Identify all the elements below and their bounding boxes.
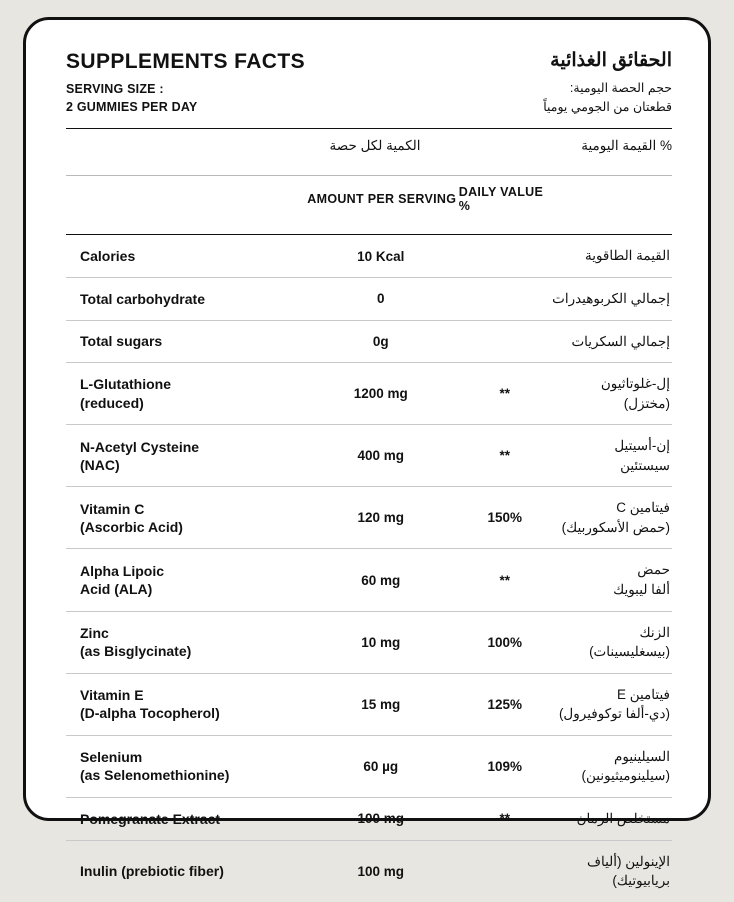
subheader-row-arabic <box>66 129 672 163</box>
nutrient-amount: 60 mg <box>304 549 458 611</box>
nutrient-name-ar <box>552 425 672 487</box>
nutrient-name-ar-line2: (سيلينوميثيونين) <box>581 768 670 784</box>
nutrient-name-ar-line1: القيمة الطاقوية <box>584 248 670 264</box>
table-row <box>66 320 672 363</box>
nutrient-name-ar-line2: سيستئين <box>620 457 670 473</box>
nutrient-amount: 0g <box>304 320 458 363</box>
subheader-amount-ar: الكمية لكل حصة <box>329 138 421 154</box>
nutrient-amount: 0 <box>304 277 458 320</box>
nutrient-name-en-line1: Selenium <box>80 749 143 766</box>
nutrient-name-ar <box>552 363 672 425</box>
nutrient-name-ar-line1: حمض <box>637 562 670 578</box>
header <box>66 50 672 116</box>
serving-size-en <box>66 80 305 116</box>
header-arabic <box>543 50 672 116</box>
nutrient-name-en-line2: Acid (ALA) <box>80 581 153 598</box>
nutrient-daily-value: ** <box>458 549 552 611</box>
nutrient-name-en-line1: Total carbohydrate <box>80 290 205 307</box>
nutrient-name-ar <box>552 320 672 363</box>
nutrient-daily-value: 125% <box>458 673 552 735</box>
nutrient-name-ar-line1: إل-غلوتاثيون <box>600 376 670 392</box>
nutrient-name-ar-line1: فيتامين E <box>616 686 670 702</box>
nutrient-name-ar <box>552 673 672 735</box>
nutrient-name-en <box>66 320 304 363</box>
nutrient-name-ar-line1: إجمالي الكربوهيدرات <box>552 290 670 306</box>
nutrient-amount: 120 mg <box>304 487 458 549</box>
subheader-table <box>66 129 672 163</box>
serving-size-value-ar: قطعتان من الجومي يومياً <box>543 99 672 114</box>
nutrient-name-ar-line2: ألفا ليبويك <box>613 582 670 598</box>
subheader-table-en <box>66 176 672 222</box>
table-row <box>66 797 672 840</box>
page-title-ar: الحقائق الغذائية <box>550 50 672 71</box>
nutrient-name-ar <box>552 611 672 673</box>
nutrient-name-ar <box>552 487 672 549</box>
serving-size-label-ar: حجم الحصة اليومية: <box>569 80 672 95</box>
table-row <box>66 235 672 277</box>
subheader-row-english <box>66 176 672 222</box>
nutrient-name-en-line1: Zinc <box>80 624 109 641</box>
subheader-spacer <box>66 129 296 163</box>
table-row <box>66 277 672 320</box>
nutrient-amount: 100 mg <box>304 840 458 902</box>
nutrient-name-en-line2: (D-alpha Tocopherol) <box>80 705 220 722</box>
nutrient-daily-value <box>458 235 552 277</box>
nutrient-amount: 15 mg <box>304 673 458 735</box>
nutrient-name-en-line1: Alpha Lipoic <box>80 562 164 579</box>
subheader-spacer-en <box>66 176 305 222</box>
nutrient-name-ar-line1: الزنك <box>639 624 670 640</box>
subheader-spacer-ar <box>554 176 672 222</box>
nutrients-table <box>66 235 672 901</box>
nutrient-amount: 400 mg <box>304 425 458 487</box>
serving-size-value-en: 2 GUMMIES PER DAY <box>66 100 198 115</box>
nutrient-name-ar-line1: السيلينيوم <box>613 748 670 764</box>
nutrient-daily-value: ** <box>458 363 552 425</box>
nutrient-name-en-line1: Calories <box>80 248 136 265</box>
subheader-amount-en: AMOUNT PER SERVING <box>307 192 457 207</box>
nutrient-name-en-line1: L-Glutathione <box>80 376 171 393</box>
nutrient-name-ar <box>552 235 672 277</box>
nutrient-amount: 100 mg <box>304 797 458 840</box>
nutrient-name-ar-line1: إن-أسيتيل <box>614 438 670 454</box>
nutrient-daily-value: ** <box>458 425 552 487</box>
serving-size-ar <box>543 79 672 117</box>
table-row <box>66 549 672 611</box>
nutrient-name-ar-line2: (دي-ألفا توكوفيرول) <box>558 706 670 722</box>
nutrient-name-en <box>66 797 304 840</box>
table-row <box>66 735 672 797</box>
nutrient-name-en-line1: Vitamin E <box>80 687 144 704</box>
table-row <box>66 611 672 673</box>
nutrient-daily-value: 100% <box>458 611 552 673</box>
nutrient-name-en-line2: (NAC) <box>80 456 120 473</box>
nutrient-amount: 1200 mg <box>304 363 458 425</box>
nutrient-name-en-line2: (Ascorbic Acid) <box>80 518 183 535</box>
nutrient-name-ar <box>552 797 672 840</box>
nutrient-name-ar-line1: الإينولين (ألياف بريابيوتيك) <box>586 853 670 889</box>
nutrient-name-en-line1: Pomegranate Extract <box>80 810 221 827</box>
nutrient-name-en <box>66 425 304 487</box>
nutrient-amount: 60 µg <box>304 735 458 797</box>
table-row <box>66 840 672 902</box>
nutrient-daily-value <box>458 840 552 902</box>
nutrient-name-en <box>66 277 304 320</box>
nutrient-name-en-line1: N-Acetyl Cysteine <box>80 438 200 455</box>
nutrient-name-en-line2: (as Bisglycinate) <box>80 643 192 660</box>
nutrient-name-en <box>66 487 304 549</box>
nutrient-name-en-line1: Inulin (prebiotic fiber) <box>80 862 224 879</box>
nutrient-name-en-line2: (as Selenomethionine) <box>80 767 230 784</box>
nutrient-name-ar <box>552 549 672 611</box>
nutrient-name-ar-line1: إجمالي السكريات <box>571 333 670 349</box>
serving-size-label-en: SERVING SIZE : <box>66 82 164 97</box>
nutrient-amount: 10 mg <box>304 611 458 673</box>
nutrient-name-en <box>66 235 304 277</box>
nutrient-name-en-line1: Vitamin C <box>80 500 145 517</box>
table-row <box>66 425 672 487</box>
table-row <box>66 363 672 425</box>
nutrient-name-en <box>66 363 304 425</box>
table-row <box>66 487 672 549</box>
nutrient-name-en <box>66 673 304 735</box>
nutrient-daily-value: 109% <box>458 735 552 797</box>
nutrient-name-en-line1: Total sugars <box>80 333 163 350</box>
nutrient-name-ar <box>552 840 672 902</box>
nutrient-name-en-line2: (reduced) <box>80 394 144 411</box>
nutrient-daily-value: ** <box>458 797 552 840</box>
nutrient-name-ar-line1: مستخلص الرمان <box>576 810 670 826</box>
supplement-facts-panel <box>23 17 711 889</box>
panel-content <box>66 50 672 902</box>
table-row <box>66 673 672 735</box>
nutrient-name-en <box>66 840 304 902</box>
nutrient-daily-value <box>458 320 552 363</box>
subheader-dv-en: DAILY VALUE % <box>458 185 544 214</box>
subheader-dv-spacer <box>454 129 551 163</box>
nutrient-amount: 10 Kcal <box>357 248 405 264</box>
nutrient-name-ar-line2: (بيسغليسينات) <box>589 644 670 660</box>
nutrient-name-en <box>66 549 304 611</box>
nutrient-name-ar <box>552 735 672 797</box>
page-title-en: SUPPLEMENTS FACTS <box>66 50 305 73</box>
nutrient-name-en <box>66 611 304 673</box>
nutrient-daily-value <box>458 277 552 320</box>
nutrient-name-ar-line2: (حمض الأسكوربيك) <box>561 519 670 535</box>
nutrient-name-ar-line2: (مختزل) <box>623 395 670 411</box>
header-english <box>66 50 305 116</box>
nutrient-name-ar <box>552 277 672 320</box>
nutrient-name-en <box>66 735 304 797</box>
nutrient-name-ar-line1: فيتامين C <box>616 500 670 516</box>
nutrient-daily-value: 150% <box>458 487 552 549</box>
subheader-daily-ar: % القيمة اليومية <box>581 138 672 154</box>
